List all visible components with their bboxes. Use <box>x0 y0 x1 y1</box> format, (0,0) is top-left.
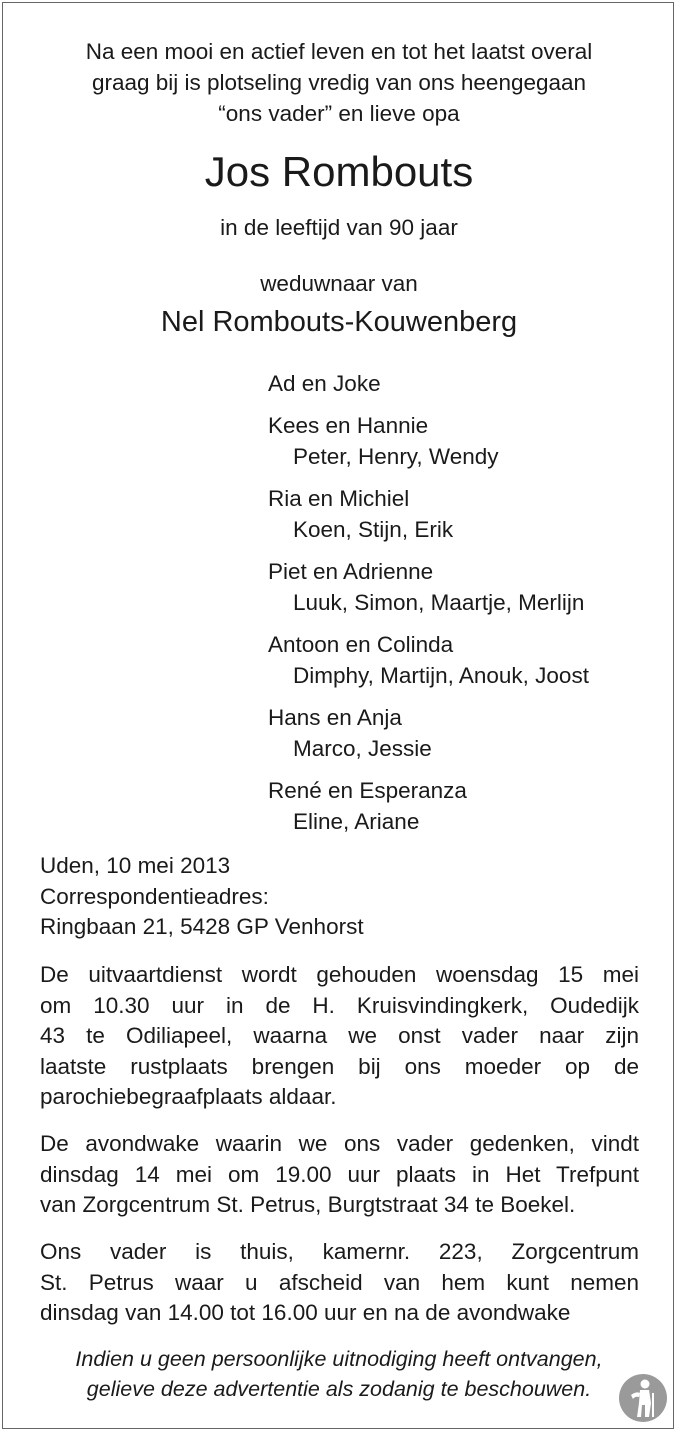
closing-note <box>0 1344 678 1404</box>
visit-paragraph <box>40 1237 639 1329</box>
place-date: Uden, 10 mei 2013 <box>40 853 231 878</box>
family-couple: Hans en Anja <box>268 705 402 730</box>
family-group <box>268 775 668 837</box>
intro-line: graag bij is plotseling vredig van ons heengegaan <box>91 70 587 95</box>
intro-text <box>0 36 678 129</box>
family-group <box>268 556 668 618</box>
paragraph-line: om 10.30 uur in de H. Kruisvindingkerk, Oudedijk <box>40 992 639 1018</box>
paragraph-line: laatste rustplaats brengen bij ons moeder op de <box>40 1053 639 1079</box>
paragraph-line: Ons vader is thuis, kamernr. 223, Zorgcentrum <box>40 1239 639 1264</box>
paragraph-line: van Zorgcentrum St. Petrus, Burgtstraat 34 te Boekel. <box>40 1192 576 1217</box>
family-couple: Antoon en Colinda <box>268 632 454 657</box>
vigil-paragraph <box>40 1129 639 1221</box>
family-list <box>268 368 668 848</box>
paragraph-line: 43 te Odiliapeel, waarna we onst vader naar zijn <box>40 1023 639 1048</box>
family-children: Eline, Ariane <box>293 809 420 834</box>
family-couple: Ad en Joke <box>268 371 381 396</box>
closing-line: gelieve deze advertentie als zodanig te beschouwen. <box>86 1377 592 1401</box>
family-couple: Ria en Michiel <box>268 486 410 511</box>
spouse-name: Nel Rombouts-Kouwenberg <box>160 306 518 338</box>
family-couple: René en Esperanza <box>268 778 467 803</box>
funeral-paragraph <box>40 960 639 1113</box>
family-children: Dimphy, Martijn, Anouk, Joost <box>293 663 589 688</box>
intro-line: “ons vader” en lieve opa <box>218 101 460 126</box>
correspondence-address: Ringbaan 21, 5428 GP Venhorst <box>40 914 364 939</box>
family-couple: Kees en Hannie <box>268 413 429 438</box>
correspondence-label: Correspondentieadres: <box>40 883 269 909</box>
widower-label: weduwnaar van <box>260 271 418 296</box>
figure-logo-icon <box>618 1373 668 1423</box>
family-children: Marco, Jessie <box>293 736 432 761</box>
correspondence-block <box>40 851 640 943</box>
intro-line: Na een mooi en actief leven en tot het laatst overal <box>85 39 593 64</box>
family-group <box>268 368 668 399</box>
family-group <box>268 410 668 472</box>
family-group <box>268 629 668 691</box>
age-line: in de leeftijd van 90 jaar <box>220 215 458 240</box>
paragraph-line: dinsdag van 14.00 tot 16.00 uur en na de avondwake <box>40 1300 571 1325</box>
paragraph-line: De avondwake waarin we ons vader gedenken, vindt <box>40 1131 639 1156</box>
family-group <box>268 483 668 545</box>
family-children: Peter, Henry, Wendy <box>293 444 499 469</box>
paragraph-line: dinsdag 14 mei om 19.00 uur plaats in Het Trefpunt <box>40 1161 639 1187</box>
paragraph-line: St. Petrus waar u afscheid van hem kunt nemen <box>40 1269 639 1295</box>
paragraph-line: De uitvaartdienst wordt gehouden woensdag 15 mei <box>40 962 639 987</box>
family-group <box>268 702 668 764</box>
deceased-name: Jos Rombouts <box>204 148 474 195</box>
family-children: Luuk, Simon, Maartje, Merlijn <box>293 590 585 615</box>
paragraph-line: parochiebegraafplaats aldaar. <box>40 1084 337 1109</box>
family-couple: Piet en Adrienne <box>268 559 434 584</box>
closing-line: Indien u geen persoonlijke uitnodiging heeft ontvangen, <box>75 1347 603 1371</box>
family-children: Koen, Stijn, Erik <box>293 517 454 542</box>
